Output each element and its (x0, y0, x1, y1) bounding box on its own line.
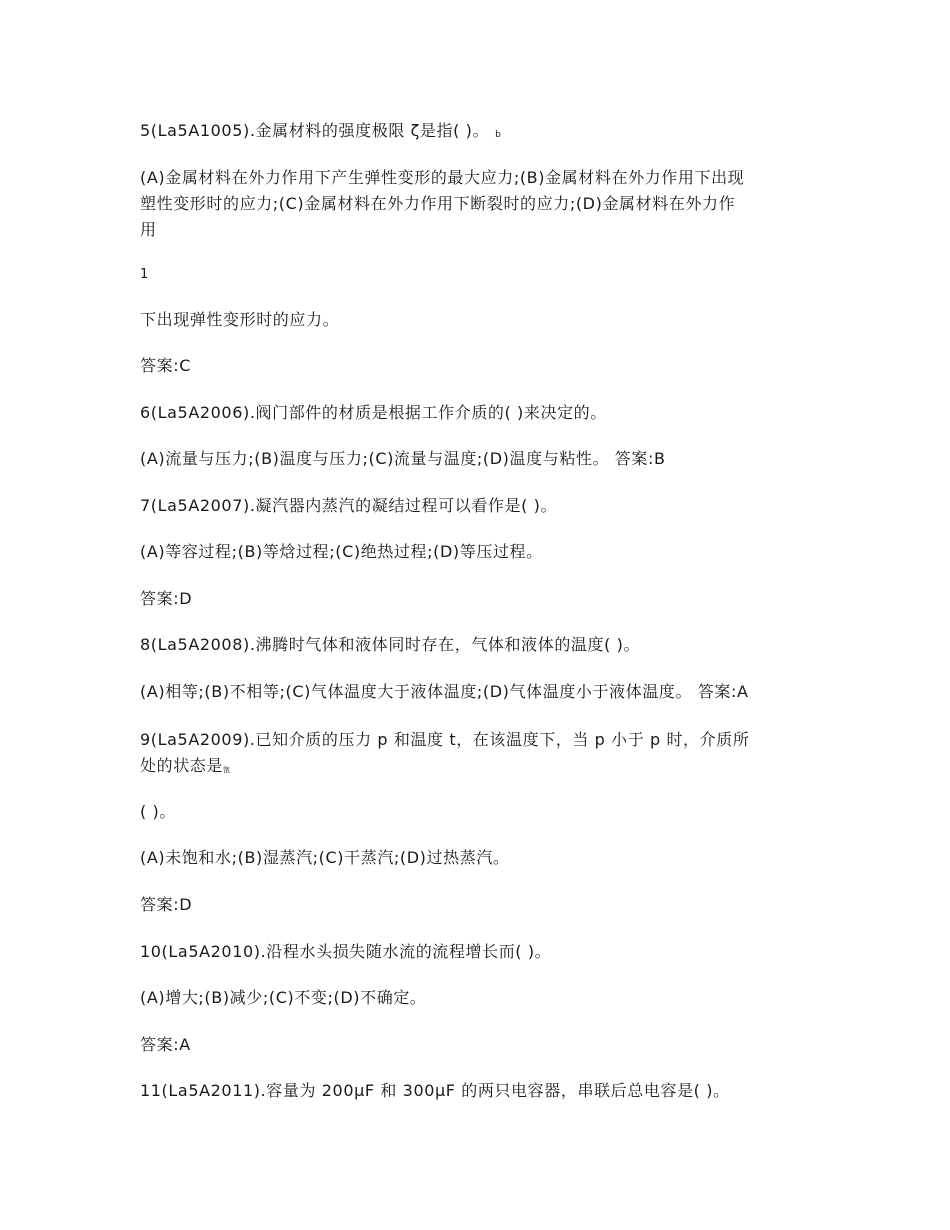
question-8-options: (A)相等;(B)不相等;(C)气体温度大于液体温度;(D)气体温度小于液体温度。 答案:A (140, 682, 749, 701)
question-11: 11(La5A2011).容量为 200μF 和 300μF 的两只电容器，串联后总电容是( )。 (140, 1081, 730, 1100)
question-7: 7(La5A2007).凝汽器内蒸汽的凝结过程可以看作是( )。 (140, 496, 558, 515)
answer-9: 答案:D (140, 895, 193, 914)
question-10-options: (A)增大;(B)减少;(C)不变;(D)不确定。 (140, 988, 427, 1007)
question-9-line-2-text: 处的状态是 (140, 756, 224, 775)
page-number: 1 (140, 267, 149, 282)
question-5-options-line-3: 用 (140, 220, 157, 239)
question-10: 10(La5A2010).沿程水头损失随水流的流程增长而( )。 (140, 942, 552, 961)
question-9-options: (A)未饱和水;(B)湿蒸汽;(C)干蒸汽;(D)过热蒸汽。 (140, 848, 510, 867)
question-9-line-3: ( )。 (140, 802, 176, 821)
question-5-text: 5(La5A1005).金属材料的强度极限 ζ是指( )。 (140, 121, 490, 140)
answer-7: 答案:D (140, 589, 193, 608)
question-6-options: (A)流量与压力;(B)温度与压力;(C)流量与温度;(D)温度与粘性。 答案:B (140, 449, 666, 468)
question-9-line-2 (140, 753, 230, 783)
subscript-saturation: 饱 (223, 766, 231, 774)
question-9-line-1: 9(La5A2009).已知介质的压力 p 和温度 t，在该温度下，当 p 小于 p 时，介质所 (140, 730, 750, 749)
question-5-options-line-2: 塑性变形时的应力;(C)金属材料在外力作用下断裂时的应力;(D)金属材料在外力作 (140, 194, 736, 213)
answer-5: 答案:C (140, 356, 191, 375)
question-5 (140, 118, 501, 148)
question-6: 6(La5A2006).阀门部件的材质是根据工作介质的( )来决定的。 (140, 403, 607, 422)
question-8: 8(La5A2008).沸腾时气体和液体同时存在，气体和液体的温度( )。 (140, 635, 641, 654)
subscript-b: b (495, 130, 501, 140)
question-5-options-line-4: 下出现弹性变形时的应力。 (140, 310, 340, 329)
question-5-options-line-1: (A)金属材料在外力作用下产生弹性变形的最大应力;(B)金属材料在外力作用下出现 (140, 168, 745, 187)
question-7-options: (A)等容过程;(B)等焓过程;(C)绝热过程;(D)等压过程。 (140, 542, 543, 561)
answer-10: 答案:A (140, 1035, 191, 1054)
